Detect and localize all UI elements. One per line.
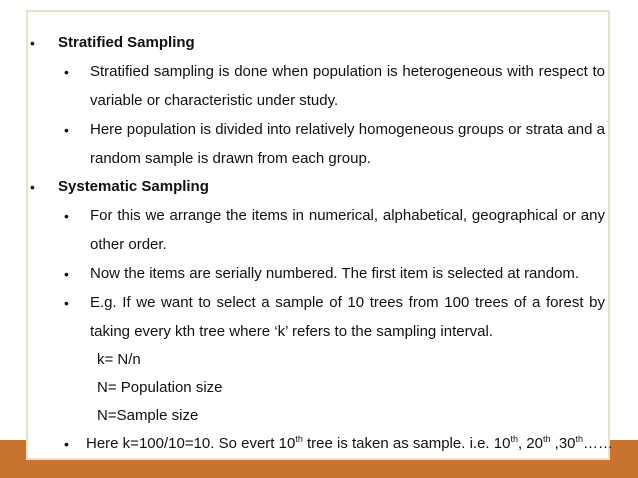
bullet-icon: • xyxy=(64,436,69,452)
formula-k: k= N/n xyxy=(97,351,141,368)
stratified-point-1-line-1: Stratified sampling is done when population is heterogeneous with respect to xyxy=(90,63,605,80)
superscript: th xyxy=(510,434,518,444)
bullet-icon: • xyxy=(64,122,69,138)
superscript: th xyxy=(295,434,303,444)
bullet-icon: • xyxy=(64,266,69,282)
bullet-icon: • xyxy=(64,295,69,311)
systematic-point-1-line-1: For this we arrange the items in numerical, alphabetical, geographical or any xyxy=(90,207,605,224)
example-text: , 20 xyxy=(517,435,543,452)
superscript: th xyxy=(575,434,584,444)
example-text: tree is taken as sample. i.e. 10 xyxy=(302,435,511,452)
stratified-point-2-line-2: random sample is drawn from each group. xyxy=(90,150,371,167)
example-text: ,30 xyxy=(550,435,576,452)
formula-sample-size: N=Sample size xyxy=(97,407,199,424)
systematic-point-3-line-2: taking every kth tree where ‘k’ refers to the sampling interval. xyxy=(90,323,493,340)
example-conclusion xyxy=(86,434,613,454)
stratified-sampling-heading: Stratified Sampling xyxy=(58,34,195,51)
bullet-icon: • xyxy=(30,35,35,51)
systematic-point-2: Now the items are serially numbered. The first item is selected at random. xyxy=(90,265,580,282)
superscript: th xyxy=(542,434,551,444)
systematic-point-1-line-2: other order. xyxy=(90,236,167,253)
systematic-sampling-heading: Systematic Sampling xyxy=(58,178,209,195)
systematic-point-3-line-1: E.g. If we want to select a sample of 10 trees from 100 trees of a forest by xyxy=(90,294,605,311)
example-text: …… xyxy=(583,435,614,452)
example-text: Here k=100/10=10. So evert 10 xyxy=(86,435,296,452)
bullet-icon: • xyxy=(30,179,35,195)
stratified-point-1-line-2: variable or characteristic under study. xyxy=(90,92,339,109)
stratified-point-2-line-1: Here population is divided into relatively homogeneous groups or strata and a xyxy=(90,121,605,138)
bullet-icon: • xyxy=(64,208,69,224)
formula-population-size: N= Population size xyxy=(97,379,223,396)
bullet-icon: • xyxy=(64,64,69,80)
